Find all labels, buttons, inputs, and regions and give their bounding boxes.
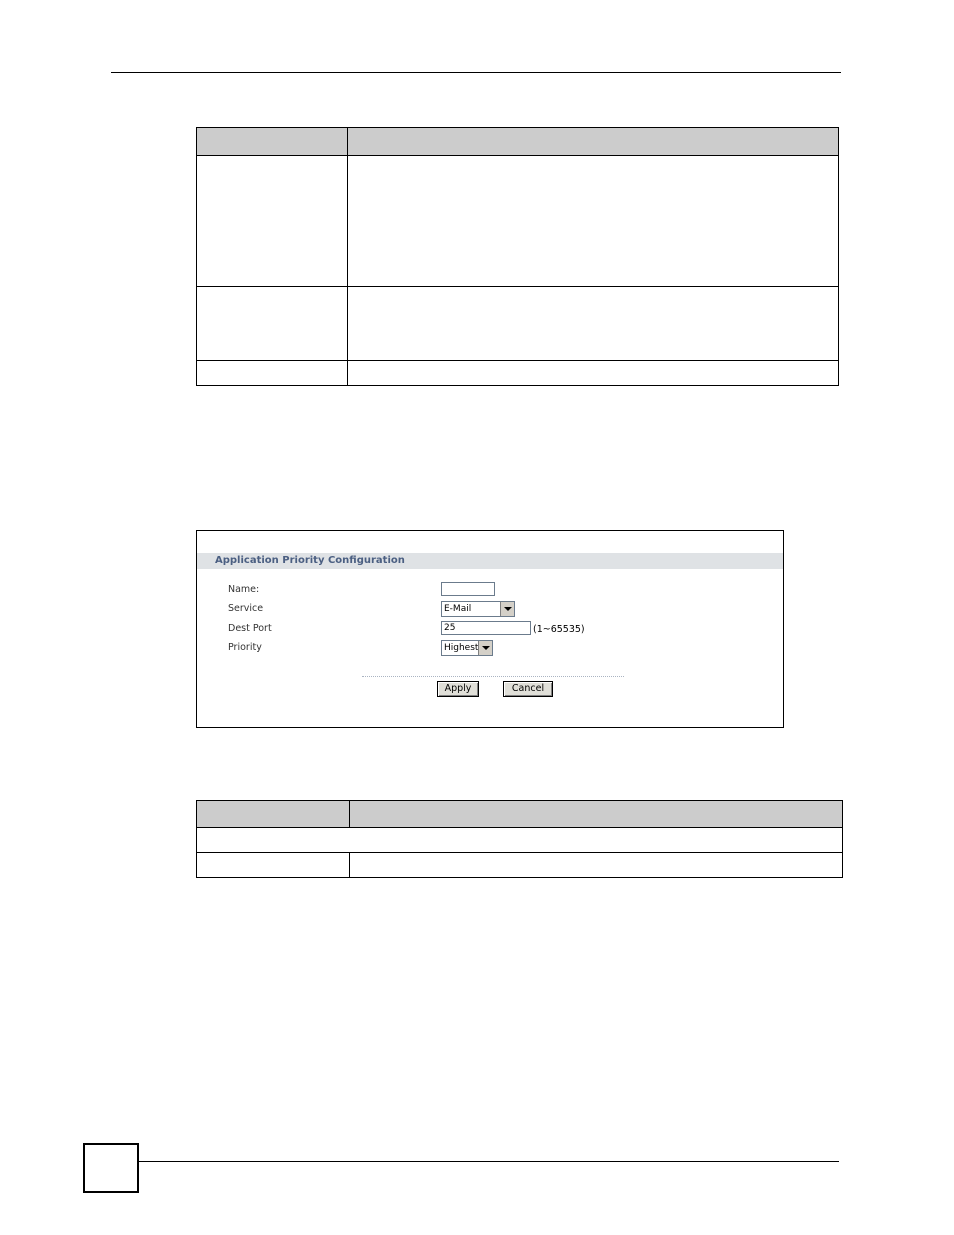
cancel-button[interactable]: Cancel [503,681,553,697]
table-cell-description [348,361,839,386]
table-cell-label [197,853,350,878]
footer-rule [139,1161,839,1162]
table-section-label [197,828,843,853]
table-section-row [197,828,843,853]
priority-select[interactable] [441,640,493,656]
table-cell-label [197,287,348,361]
panel-title: Application Priority Configuration [215,555,405,566]
dest-port-input[interactable]: 25 [441,621,531,635]
divider [362,676,624,677]
table-cell-description [350,853,843,878]
priority-selected-value: Highest [444,643,479,653]
table-cell-description [348,287,839,361]
dest-port-range-hint: (1~65535) [533,624,585,635]
apply-button[interactable]: Apply [437,681,479,697]
table-row [197,287,839,361]
name-input[interactable] [441,582,495,596]
dest-port-label: Dest Port [228,623,272,634]
application-priority-config-panel [196,530,784,728]
table-header-row [197,801,843,828]
table-row [197,156,839,287]
priority-label: Priority [228,642,262,653]
table-header-description [350,801,843,828]
chevron-down-icon[interactable] [500,602,514,616]
chevron-down-icon[interactable] [478,641,492,655]
field-description-table-upper [196,127,839,386]
header-rule [111,72,841,73]
page-number-box [83,1143,139,1193]
table-cell-description [348,156,839,287]
service-select[interactable] [441,601,515,617]
table-header-row [197,128,839,156]
table-header-description [348,128,839,156]
table-header-label [197,128,348,156]
panel-title-bar [197,553,783,569]
table-row [197,853,843,878]
table-row [197,361,839,386]
table-cell-label [197,156,348,287]
table-cell-label [197,361,348,386]
service-selected-value: E-Mail [444,604,472,614]
name-label: Name: [228,584,260,595]
field-description-table-lower [196,800,843,878]
service-label: Service [228,603,264,614]
table-header-label [197,801,350,828]
